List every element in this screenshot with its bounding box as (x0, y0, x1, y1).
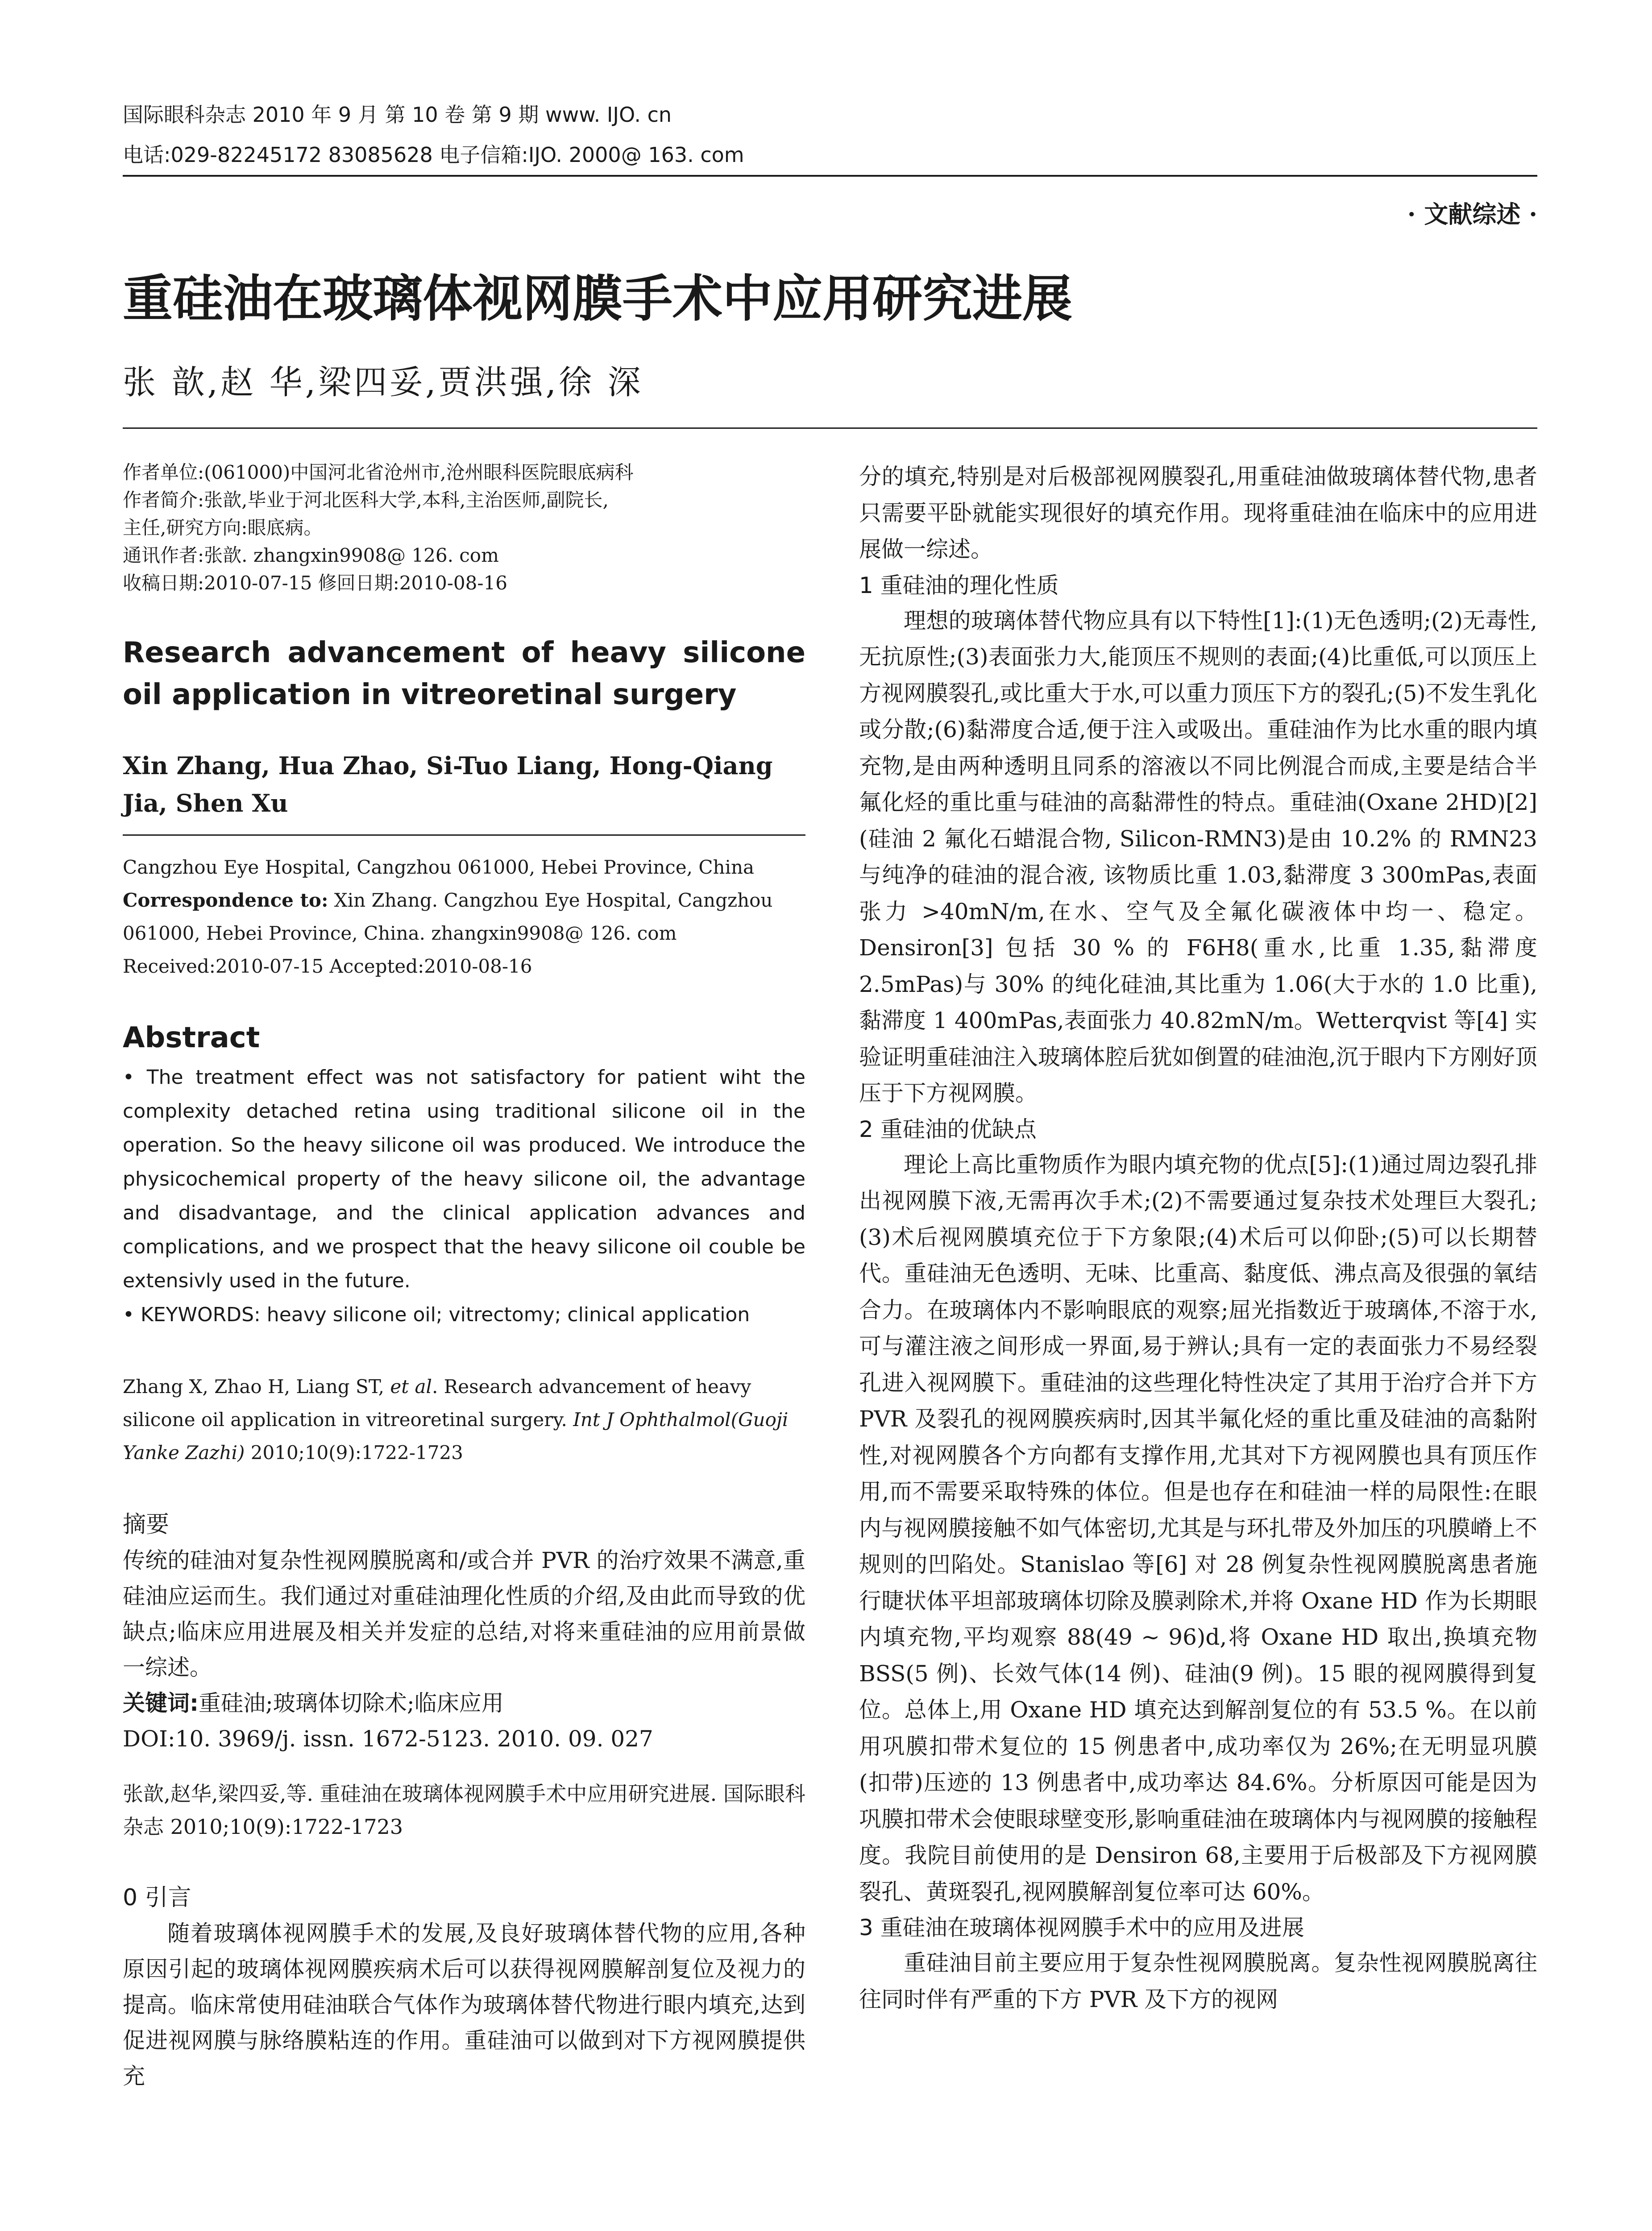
header-rule (123, 175, 1537, 177)
citation-post: 2010;10(9):1722-1723 (245, 1442, 463, 1464)
section-2-body: 理论上高比重物质作为眼内填充物的优点[5]:(1)通过周边裂孔排出视网膜下液,无需再次手术;(2)不需要通过复杂技术处理巨大裂孔;(3)术后视网膜填充位于下方象限;(4)术后可以仰卧;(5)可以长期替代。重硅油无色透明、无味、比重高、黏度低、沸点高及很强的氧结合力。在玻璃体内不影响眼底的观察;屈光指数近于玻璃体,不溶于水,可与灌注液之间形成一界面,易于辨认;具有一定的表面张力不易经裂孔进入视网膜下。重硅油的这些理化特性决定了其用于治疗合并下方 PVR 及裂孔的视网膜疾病时,因其半氟化烃的重比重及硅油的高黏附性,对视网膜各个方向都有支撑作用,尤其对下方视网膜也具有顶压作用,而不需要采取特殊的体位。但是也存在和硅油一样的局限性:在眼内与视网膜接触不如气体密切,尤其是与环扎带及外加压的巩膜嵴上不规则的凹陷处。Stanislao 等[6] 对 28 例复杂性视网膜脱离患者施行睫状体平坦部玻璃体切除及膜剥除术,并将 Oxane HD 作为长期眼内填充物,平均观察 88(49 ~ 96)d,将 Oxane HD 取出,换填充物 BSS(5 例)、长效气体(14 例)、硅油(9 例)。15 眼的视网膜得到复位。总体上,用 Oxane HD 填充达到解剖复位的有 53.5 %。在以前用巩膜扣带术复位的 15 例患者中,成功率仅为 26%;在无明显巩膜(扣带)压迹的 13 例患者中,成功率达 84.6%。分析原因可能是因为巩膜扣带术会使眼球壁变形,影响重硅油在玻璃体内与视网膜的接触程度。我院目前使用的是 Densiron 68,主要用于后极部及下方视网膜裂孔、黄斑裂孔,视网膜解剖复位率可达 60%。 (859, 1151, 1537, 1905)
cn-keywords-line (123, 1685, 805, 1721)
right-column (859, 459, 1537, 2018)
english-citation (123, 1370, 805, 1469)
section-3-body: 重硅油目前主要应用于复杂性视网膜脱离。复杂性视网膜脱离往往同时伴有严重的下方 PVR 及下方的视网 (859, 1950, 1537, 2012)
doi: DOI:10. 3969/j. issn. 1672-5123. 2010. 09. 027 (123, 1726, 653, 1752)
journal-header-line1: 国际眼科杂志 2010 年 9 月 第 10 卷 第 9 期 www. IJO. cn (123, 103, 672, 127)
left-column (123, 459, 805, 2094)
english-rule (123, 834, 805, 836)
meta-line: 作者简介:张歆,毕业于河北医科大学,本科,主治医师,副院长, (123, 489, 609, 511)
correspondence-line (123, 884, 805, 950)
citation-etal: et al (390, 1376, 432, 1397)
citation-pre: Zhang X, Zhao H, Liang ST, (123, 1376, 390, 1397)
english-affiliation (123, 851, 805, 983)
journal-header-line2: 电话:029-82245172 83085628 电子信箱:IJO. 2000@ 163. com (123, 143, 744, 167)
section-2-heading: 2 重硅油的优缺点 (859, 1116, 1037, 1142)
meta-line: 作者单位:(061000)中国河北省沧州市,沧州眼科医院眼底病科 (123, 461, 634, 483)
cn-keywords-label: 关键词: (123, 1690, 199, 1716)
citation-journal: Int J Ophthalmol(Guoji Yanke Zazhi) (123, 1409, 789, 1464)
received-dates: Received:2010-07-15 Accepted:2010-08-16 (123, 955, 532, 977)
english-title: Research advancement of heavy silicone oil application in vitreoretinal surgery (123, 636, 805, 711)
abstract-text: • The treatment effect was not satisfactory for patient wiht the complexity detached retina using traditional silicone oil in the operation. So the heavy silicone oil was produced. We introduce the physicochemical property of the heavy silicone oil, the advantage and disadvantage, and the clinical application advances and complications, and we prospect that the heavy silicone oil couble be extensivly used in the future. (123, 1066, 805, 1292)
abstract-keywords: • KEYWORDS: heavy silicone oil; vitrectomy; clinical application (123, 1303, 750, 1326)
section-1-body: 理想的玻璃体替代物应具有以下特性[1]:(1)无色透明;(2)无毒性,无抗原性;(3)表面张力大,能顶压不规则的表面;(4)比重低,可以顶压上方视网膜裂孔,或比重大于水,可以重力顶压下方的裂孔;(5)不发生乳化或分散;(6)黏滞度合适,便于注入或吸出。重硅油作为比水重的眼内填充物,是由两种透明且同系的溶液以不同比例混合而成,主要是结合半氟化烃的重比重与硅油的高黏滞性的特点。重硅油(Oxane 2HD)[2](硅油 2 氟化石蜡混合物, Silicon-RMN3)是由 10.2% 的 RMN23 与纯净的硅油的混合液, 该物质比重 1.03,黏滞度 3 300mPas,表面张力 >40mN/m,在水、空气及全氟化碳液体中均一、稳定。Densiron[3] 包括 30 % 的 F6H8(重水,比重 1.35,黏滞度 2.5mPas)与 30% 的纯化硅油,其比重为 1.06(大于水的 1.0 比重),黏滞度 1 400mPas,表面张力 40.82mN/m。Wetterqvist 等[4] 实验证明重硅油注入玻璃体腔后犹如倒置的硅油泡,沉于眼内下方刚好顶压于下方视网膜。 (859, 607, 1537, 1106)
cn-abstract-heading: 摘要 (123, 1511, 170, 1538)
intro-continuation: 分的填充,特别是对后极部视网膜裂孔,用重硅油做玻璃体替代物,患者只需要平卧就能实现很好的填充作用。现将重硅油在临床中的应用进展做一综述。 (859, 464, 1537, 562)
cn-keywords: 重硅油;玻璃体切除术;临床应用 (199, 1690, 504, 1716)
citation-mid: . Research advancement of heavy silicone oil application in vitreoretinal surgery. (123, 1376, 751, 1431)
meta-line: 主任,研究方向:眼底病。 (123, 517, 323, 539)
cn-citation: 张歆,赵华,梁四妥,等. 重硅油在玻璃体视网膜手术中应用研究进展. 国际眼科杂志 2010;10(9):1722-1723 (123, 1782, 805, 1839)
affiliation-line: Cangzhou Eye Hospital, Cangzhou 061000, Hebei Province, China (123, 856, 755, 878)
title-rule (123, 427, 1537, 429)
cn-abstract-body: 传统的硅油对复杂性视网膜脱离和/或合并 PVR 的治疗效果不满意,重硅油应运而生。我们通过对重硅油理化性质的介绍,及由此而导致的优缺点;临床应用进展及相关并发症的总结,对将来重硅油的应用前景做一综述。 (123, 1547, 805, 1680)
citation-text (123, 1370, 805, 1469)
abstract-heading: Abstract (123, 1021, 260, 1054)
section-1-heading: 1 重硅油的理化性质 (859, 572, 1059, 598)
article-title: 重硅油在玻璃体视网膜手术中应用研究进展 (123, 270, 1072, 328)
section-3-heading: 3 重硅油在玻璃体视网膜手术中的应用及进展 (859, 1915, 1304, 1941)
intro-body: 随着玻璃体视网膜手术的发展,及良好玻璃体替代物的应用,各种原因引起的玻璃体视网膜疾病术后可以获得视网膜解剖复位及视力的提高。临床常使用硅油联合气体作为玻璃体替代物进行眼内填充,达到促进视网膜与脉络膜粘连的作用。重硅油可以做到对下方视网膜提供充 (123, 1920, 805, 2089)
article-authors: 张 歆,赵 华,梁四妥,贾洪强,徐 深 (123, 363, 643, 402)
author-meta (123, 459, 805, 597)
meta-line: 通讯作者:张歆. zhangxin9908@ 126. com (123, 544, 499, 566)
intro-heading: 0 引言 (123, 1884, 191, 1911)
meta-line: 收稿日期:2010-07-15 修回日期:2010-08-16 (123, 572, 507, 594)
section-tag: · 文献综述 · (1407, 200, 1537, 228)
correspondence-label: Correspondence to: (123, 889, 328, 911)
english-authors: Xin Zhang, Hua Zhao, Si-Tuo Liang, Hong-Qiang Jia, Shen Xu (123, 751, 773, 817)
correspondence-text: Xin Zhang. Cangzhou Eye Hospital, Cangzhou 061000, Hebei Province, China. zhangxin9908@ 126. com (123, 889, 773, 944)
abstract-body (123, 1061, 805, 1332)
